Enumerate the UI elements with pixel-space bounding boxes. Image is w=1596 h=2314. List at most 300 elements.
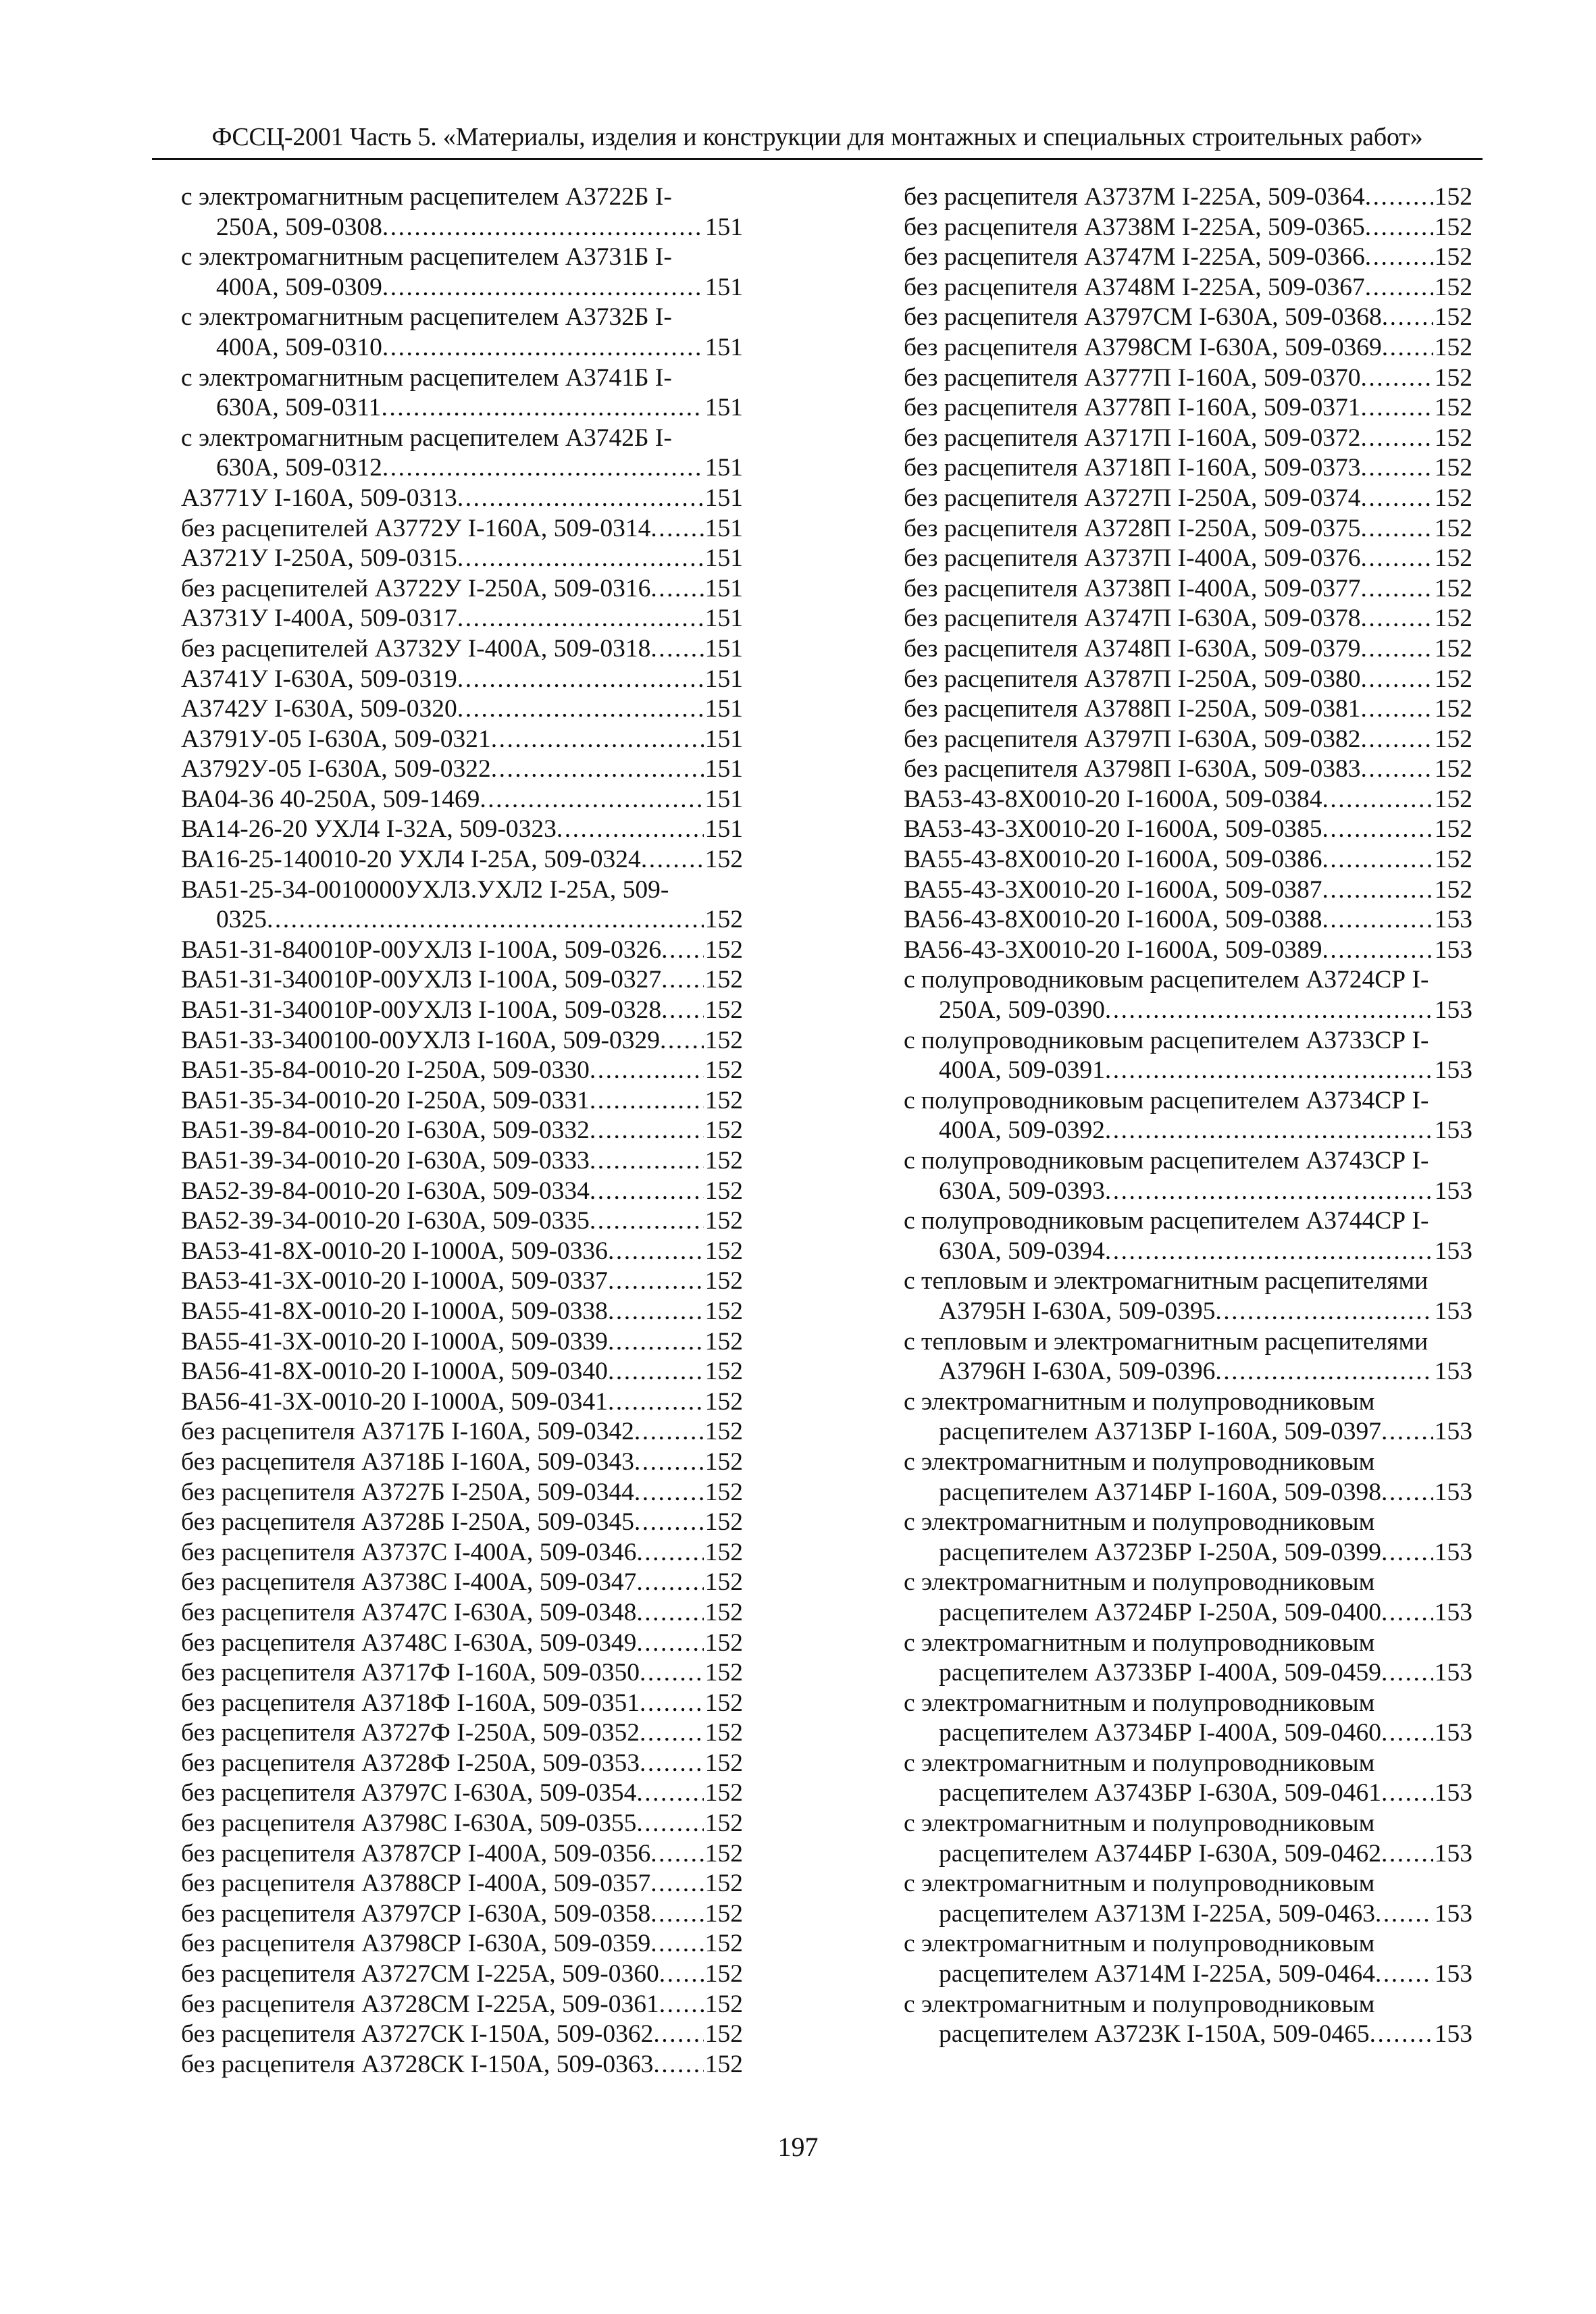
dot-leader [1360,694,1433,725]
index-entry-page: 152 [704,935,743,964]
index-entry-line [181,935,743,966]
index-entry [904,1508,1472,1568]
index-entry-page: 152 [1434,785,1472,813]
index-entry-page: 151 [704,544,743,573]
dot-leader [634,1417,704,1447]
index-entry-page: 152 [704,1870,743,1898]
index-entry-line [181,1026,743,1056]
index-entry [181,785,743,815]
index-entry-text: без расцепителей А3732У I-400А, 509-0318 [181,634,651,663]
dot-leader [590,1146,704,1177]
index-entry-line [181,1056,743,1086]
dot-leader [640,1689,704,1719]
index-entry-line [181,1538,743,1568]
index-entry [904,875,1472,906]
dot-leader [491,754,704,785]
index-entry-heading: с электромагнитным расцепителем А3732Б I- [181,303,672,332]
index-entry-text: ВА14-26-20 УХЛ4 I-32А, 509-0323 [181,815,557,844]
index-entry-text: без расцепителя А3778П I-160А, 509-0371 [904,394,1361,422]
index-entry-page: 152 [704,1689,743,1717]
index-entry-text: без расцепителя А3727Ф I-250А, 509-0352 [181,1719,640,1747]
index-entry-text: ВА04-36 40-250А, 509-1469 [181,785,480,813]
index-entry-heading: с электромагнитным расцепителем А3722Б I- [181,183,672,211]
index-entry-page: 151 [704,665,743,693]
index-entry-text: ВА56-43-8Х0010-20 I-1600А, 509-0388 [904,906,1322,934]
index-entry-text: без расцепителей А3722У I-250А, 509-0316 [181,574,651,602]
index-entry-page: 153 [1434,1538,1472,1566]
index-entry-text: расцепителем А3734БР I-400А, 509-0460 [939,1719,1382,1747]
index-entry [181,1869,743,1899]
index-entry [181,1206,743,1237]
index-entry-page: 153 [1434,906,1472,934]
dot-leader [661,935,704,966]
dot-leader [590,1206,704,1237]
index-entry [181,303,743,363]
index-entry [904,1266,1472,1327]
dot-leader [608,1237,704,1267]
index-entry [904,725,1472,755]
index-entry-text: без расцепителя А3798П I-630А, 509-0383 [904,755,1361,783]
index-entry-line [181,845,743,875]
index-entry-text: без расцепителя А3717Б I-160А, 509-0342 [181,1418,634,1446]
index-entry-text: без расцепителя А3727СМ I-225А, 509-0360 [181,1960,659,1988]
index-entry-line [904,273,1472,303]
header-rule [152,158,1483,160]
index-entry-line [904,1357,1472,1387]
index-entry [181,182,743,242]
dot-leader [1382,303,1433,333]
index-entry-page: 152 [1434,273,1472,301]
index-entry-text: А3771У I-160А, 509-0313 [181,484,457,512]
dot-leader [653,2020,703,2050]
index-entry-heading: с электромагнитным и полупроводниковым [904,1689,1375,1717]
index-entry-line [904,1538,1472,1568]
index-entry-text: 400А, 509-0392 [939,1116,1105,1145]
index-entry-page: 152 [704,1358,743,1386]
index-entry [904,333,1472,363]
index-entry-line [181,453,743,484]
index-entry-line [904,694,1472,725]
index-entry-line [181,1749,743,1779]
index-entry-page: 153 [1434,1839,1472,1868]
index-entry-text: ВА53-43-3Х0010-20 I-1600А, 509-0385 [904,815,1322,844]
index-entry-line [904,242,1472,273]
index-entry-page: 151 [704,725,743,753]
index-entry-text: без расцепителя А3777П I-160А, 509-0370 [904,363,1361,392]
dot-leader [650,514,703,544]
index-entry [181,2020,743,2050]
index-entry-line [904,875,1472,906]
dot-leader [491,725,704,755]
dot-leader [608,1327,704,1358]
index-entry-line [181,1478,743,1508]
index-entry-page: 152 [1434,544,1472,573]
index-entry-line [904,393,1472,423]
index-entry [904,1568,1472,1628]
index-entry-page: 151 [704,514,743,542]
index-entry [904,815,1472,845]
dot-leader [650,1899,703,1930]
index-entry-line [181,634,743,665]
index-entry-line [181,2020,743,2050]
index-entry-line [181,905,743,935]
index-entry-line [181,1689,743,1719]
index-entry-heading: с тепловым и электромагнитным расцепителями [904,1327,1428,1356]
index-entry-text: ВА51-31-340010Р-00УХЛЗ I-100А, 509-0328 [181,996,662,1025]
index-entry-heading: с электромагнитным и полупроводниковым [904,1990,1375,2018]
dot-leader [1360,393,1433,423]
index-entry [181,965,743,996]
index-entry-line [904,604,1472,634]
index-entry-page: 151 [704,785,743,813]
index-entry-line [181,694,743,725]
index-entry-text: без расцепителя А3788П I-250А, 509-0381 [904,695,1361,723]
index-entry-page: 152 [704,1659,743,1687]
index-entry-heading: с электромагнитным и полупроводниковым [904,1809,1375,1838]
index-entry-line [181,544,743,574]
index-entry [181,996,743,1026]
index-entry-text: расцепителем А3713БР I-160А, 509-0397 [939,1418,1382,1446]
index-entry-line [904,1598,1472,1628]
index-entry-line [904,1839,1472,1870]
index-entry-line [904,1297,1472,1327]
index-entry-text: 250А, 509-0308 [216,213,382,241]
index-entry-page: 152 [704,1749,743,1777]
index-entry-line [181,785,743,815]
index-entry [904,1206,1472,1266]
index-entry-page: 152 [1434,394,1472,422]
dot-leader [1365,213,1433,243]
index-entry [181,694,743,725]
dot-leader [1360,574,1433,605]
index-entry [181,1628,743,1659]
dot-leader [1322,815,1433,845]
index-entry-heading: с электромагнитным расцепителем А3741Б I- [181,363,672,392]
index-entry-page: 152 [704,1719,743,1747]
dot-leader [382,273,704,303]
index-entry [904,634,1472,665]
index-entry-text: ВА51-39-34-0010-20 I-630А, 509-0333 [181,1147,590,1175]
index-entry [181,1086,743,1116]
index-entry-page: 153 [1434,1598,1472,1626]
index-entry [181,1959,743,1990]
index-entry-text: А3731У I-400А, 509-0317 [181,605,457,633]
index-entry [181,1116,743,1146]
index-entry [181,1990,743,2020]
index-entry-page: 151 [704,634,743,663]
index-entry [904,1146,1472,1206]
index-entry [904,574,1472,605]
dot-leader [1105,1237,1433,1267]
index-entry-text: без расцепителя А3727Б I-250А, 509-0344 [181,1478,634,1506]
index-entry-page: 152 [704,1177,743,1205]
dot-leader [634,1478,704,1508]
index-entry-page: 153 [1434,1779,1472,1807]
index-entry-page: 152 [1434,303,1472,332]
index-entry-page: 153 [1434,935,1472,964]
index-entry-text: расцепителем А3724БР I-250А, 509-0400 [939,1598,1382,1626]
index-entry-page: 152 [704,1568,743,1597]
dot-leader [457,694,704,725]
index-entry-page: 151 [704,695,743,723]
index-entry-page: 152 [704,1809,743,1838]
index-entry-page: 152 [1434,875,1472,904]
index-entry-text: без расцепителя А3737П I-400А, 509-0376 [904,544,1361,573]
index-entry-page: 152 [704,996,743,1025]
index-entry-page: 152 [704,1538,743,1566]
page-number: 197 [777,2132,819,2162]
index-entry-page: 152 [704,906,743,934]
index-entry-line [181,815,743,845]
index-entry-heading: ВА51-25-34-0010000УХЛЗ.УХЛ2 I-25А, 509- [181,875,669,904]
index-entry-line [181,1718,743,1749]
index-entry-text: без расцепителя А3798С I-630А, 509-0355 [181,1809,637,1838]
index-entry [181,514,743,544]
index-entry-text: без расцепителя А3728П I-250А, 509-0375 [904,514,1361,542]
index-entry-page: 152 [1434,815,1472,844]
index-entry-page: 153 [1434,1659,1472,1687]
index-entry [181,1689,743,1719]
index-entry-page: 151 [704,333,743,361]
index-entry-text: без расцепителя А3727П I-250А, 509-0374 [904,484,1361,512]
index-entry-text: ВА51-31-340010Р-00УХЛЗ I-100А, 509-0327 [181,966,662,994]
dot-leader [1381,1839,1433,1870]
dot-leader [1381,1778,1433,1809]
index-entry-page: 152 [704,2020,743,2049]
dot-leader [590,1177,704,1207]
index-entry [181,875,743,935]
dot-leader [660,1026,704,1056]
index-entry-text: расцепителем А3714М I-225А, 509-0464 [939,1960,1375,1988]
index-entry-text: без расцепителя А3728Ф I-250А, 509-0353 [181,1749,640,1777]
index-entry-line [904,423,1472,454]
index-entry-line [181,1568,743,1598]
dot-leader [636,1568,703,1598]
index-entry-line [904,1237,1472,1267]
index-entry-heading: с электромагнитным и полупроводниковым [904,1568,1375,1597]
index-entry-text: без расцепителя А3797СР I-630А, 509-0358 [181,1899,651,1928]
index-entry-text: без расцепителя А3747С I-630А, 509-0348 [181,1598,637,1626]
index-entry-text: без расцепителя А3748П I-630А, 509-0379 [904,634,1361,663]
index-entry-page: 153 [1434,1358,1472,1386]
index-entry-page: 153 [1434,1056,1472,1085]
index-entry-text: ВА52-39-84-0010-20 I-630А, 509-0334 [181,1177,590,1205]
index-entry-page: 152 [704,2050,743,2078]
index-entry-line [904,182,1472,213]
index-entry-page: 152 [704,846,743,874]
index-entry-text: 0325 [216,906,267,934]
index-entry-line [904,634,1472,665]
index-entry-text: без расцепителя А3728Б I-250А, 509-0345 [181,1508,634,1537]
dot-leader [1381,1598,1433,1628]
dot-leader [1381,1658,1433,1689]
index-entry [904,1387,1472,1447]
index-entry [904,754,1472,785]
index-entry-page: 151 [704,815,743,844]
index-entry-page: 152 [704,1116,743,1145]
index-entry-text: 630А, 509-0312 [216,454,382,482]
index-entry-page: 152 [704,1056,743,1085]
index-entry-line [181,213,743,243]
dot-leader [1382,333,1433,363]
index-entry-text: без расцепителя А3748М I-225А, 509-0367 [904,273,1365,301]
index-entry-line [904,665,1472,695]
index-entry-line [904,2020,1472,2050]
index-entry [904,1689,1472,1749]
dot-leader [1360,544,1433,574]
index-entry [181,363,743,423]
index-entry [904,514,1472,544]
index-entry [181,1658,743,1689]
dot-leader [1322,905,1433,935]
index-entry-text: расцепителем А3743БР I-630А, 509-0461 [939,1779,1382,1807]
index-entry-line [904,363,1472,394]
dot-leader [640,1749,704,1779]
index-entry [181,1297,743,1327]
index-entry-text: 400А, 509-0391 [939,1056,1105,1085]
index-entry [181,1237,743,1267]
index-entry-page: 152 [1434,454,1472,482]
index-entry-text: ВА51-35-34-0010-20 I-250А, 509-0331 [181,1086,590,1114]
index-entry-line [904,574,1472,605]
index-entry-text: ВА55-43-3Х0010-20 I-1600А, 509-0387 [904,875,1322,904]
dot-leader [650,1929,703,1959]
index-entry-line [904,725,1472,755]
index-entry-text: без расцепителя А3718П I-160А, 509-0373 [904,454,1361,482]
index-entry [181,1177,743,1207]
index-entry-line [181,333,743,363]
dot-leader [457,544,704,574]
index-entry-text: ВА51-33-3400100-00УХЛЗ I-160А, 509-0329 [181,1026,660,1054]
index-entry-page: 151 [704,484,743,512]
index-entry-line [904,996,1472,1026]
index-entry-page: 152 [1434,213,1472,241]
index-entry-text: А3795Н I-630А, 509-0395 [939,1297,1216,1325]
left-index-column [181,182,743,2080]
index-entry-line [181,1839,743,1870]
index-entry [181,242,743,303]
index-entry-page: 152 [1434,634,1472,663]
index-entry-line [181,1177,743,1207]
index-entry-line [904,1177,1472,1207]
index-entry-text: 630А, 509-0311 [216,394,382,422]
index-entry-text: без расцепителя А3797С I-630А, 509-0354 [181,1779,637,1807]
index-entry-page: 152 [704,1237,743,1265]
index-entry-text: без расцепителя А3797П I-630А, 509-0382 [904,725,1361,753]
index-entry [904,604,1472,634]
index-entry-text: ВА53-41-3Х-0010-20 I-1000А, 509-0337 [181,1267,608,1295]
index-entry [181,1146,743,1177]
dot-leader [457,484,704,514]
index-entry-text: расцепителем А3723К I-150А, 509-0465 [939,2020,1370,2049]
index-entry-heading: с полупроводниковым расцепителем А3744СР I- [904,1207,1429,1235]
index-entry [181,634,743,665]
index-entry-page: 152 [1434,755,1472,783]
index-entry [181,1839,743,1870]
index-entry-text: А3791У-05 I-630А, 509-0321 [181,725,491,753]
index-entry [181,1327,743,1358]
index-entry-text: 400А, 509-0310 [216,333,382,361]
index-entry-line [181,1869,743,1899]
dot-leader [634,1447,704,1478]
index-entry-line [904,785,1472,815]
index-entry [181,665,743,695]
index-entry-page: 151 [704,755,743,783]
dot-leader [557,815,704,845]
dot-leader [590,1086,704,1116]
index-entry [181,1026,743,1056]
index-entry-line [181,1809,743,1839]
dot-leader [590,1056,704,1086]
dot-leader [382,453,704,484]
dot-leader [1375,1899,1433,1930]
dot-leader [1370,2020,1433,2050]
index-entry-page: 151 [704,605,743,633]
index-entry-text: без расцепителя А3738П I-400А, 509-0377 [904,574,1361,602]
index-entry-heading: с электромагнитным и полупроводниковым [904,1628,1375,1657]
index-entry [181,604,743,634]
index-entry-line [181,1959,743,1990]
index-entry-page: 152 [704,1207,743,1235]
index-entry [904,1869,1472,1929]
dot-leader [1322,875,1433,906]
dot-leader [1360,453,1433,484]
index-entry-text: без расцепителя А3738М I-225А, 509-0365 [904,213,1365,241]
dot-leader [659,1959,704,1990]
index-entry-text: без расцепителя А3718Ф I-160А, 509-0351 [181,1689,640,1717]
index-entry-line [904,514,1472,544]
index-entry-text: 250А, 509-0390 [939,996,1105,1025]
dot-leader [457,604,704,634]
index-entry-text: 630А, 509-0394 [939,1237,1105,1265]
index-entry-text: без расцепителя А3798СР I-630А, 509-0359 [181,1930,651,1958]
index-entry-text: ВА53-41-8Х-0010-20 I-1000А, 509-0336 [181,1237,608,1265]
index-entry [181,1387,743,1418]
index-entry-line [181,1387,743,1418]
index-entry [181,1598,743,1628]
dot-leader [608,1266,704,1297]
index-entry [904,363,1472,394]
dot-leader [457,665,704,695]
dot-leader [1105,1056,1433,1086]
index-entry-heading: с полупроводниковым расцепителем А3734СР I- [904,1086,1429,1114]
index-entry [904,905,1472,935]
index-entry-page: 152 [1434,665,1472,693]
index-entry [904,1447,1472,1508]
index-entry [181,1899,743,1930]
index-entry-page: 153 [1434,1960,1472,1988]
index-entry-page: 153 [1434,2020,1472,2049]
index-entry-heading: с полупроводниковым расцепителем А3743СР I- [904,1147,1429,1175]
index-entry [904,242,1472,273]
index-entry-page: 152 [704,966,743,994]
index-entry-page: 152 [1434,605,1472,633]
index-entry-text: расцепителем А3733БР I-400А, 509-0459 [939,1659,1382,1687]
index-entry-heading: с тепловым и электромагнитным расцепителями [904,1267,1428,1295]
dot-leader [1360,634,1433,665]
index-entry-page: 152 [1434,574,1472,602]
index-entry-page: 152 [704,1930,743,1958]
index-entry-page: 152 [1434,243,1472,272]
index-entry [181,845,743,875]
index-entry-text: ВА51-35-84-0010-20 I-250А, 509-0330 [181,1056,590,1085]
dot-leader [1360,484,1433,514]
index-entry-line [904,333,1472,363]
index-entry-line [181,754,743,785]
index-entry-line [181,574,743,605]
index-entry-line [181,1929,743,1959]
index-entry-page: 152 [704,1990,743,2018]
